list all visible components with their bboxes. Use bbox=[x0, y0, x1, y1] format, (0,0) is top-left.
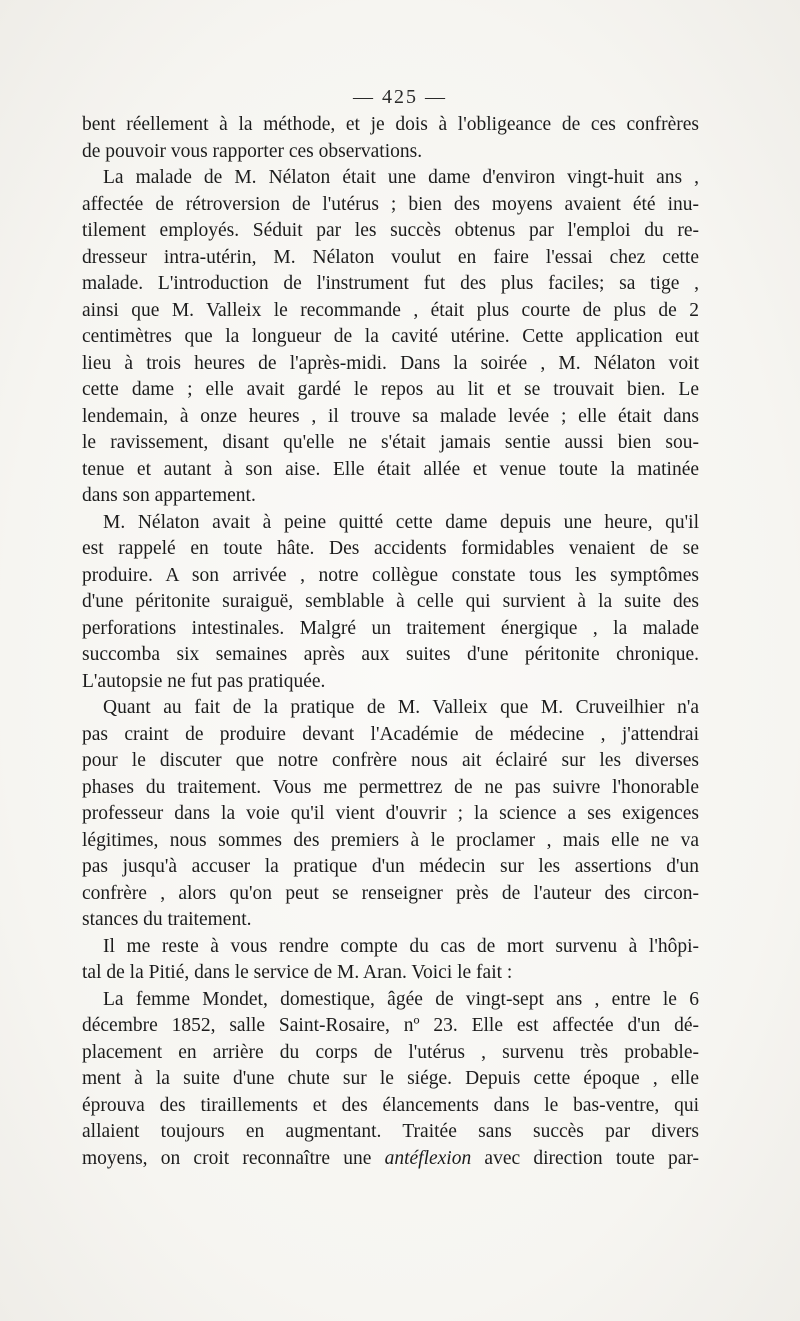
text-line: confrère , alors qu'on peut se renseigner près de l'auteur des circon- bbox=[82, 882, 699, 904]
text-line: tilement employés. Séduit par les succès obtenus par l'emploi du re- bbox=[82, 220, 699, 241]
text-line: pas jusqu'à accuser la pratique d'un médecin sur les assertions d'un bbox=[82, 856, 699, 877]
text-line: L'autopsie ne fut pas pratiquée. bbox=[82, 670, 326, 692]
text-line: de pouvoir vous rapporter ces observations. bbox=[82, 140, 423, 162]
text-line: Quant au fait de la pratique de M. Valleix que M. Cruveilhier n'a bbox=[103, 697, 699, 718]
text-line: cette dame ; elle avait gardé le repos au lit et se trouvait bien. Le bbox=[82, 379, 699, 400]
text-line: bent réellement à la méthode, et je dois à l'obligeance de ces confrères bbox=[82, 114, 699, 135]
text-line: lendemain, à onze heures , il trouve sa malade levée ; elle était dans bbox=[82, 405, 699, 427]
text-line: placement en arrière du corps de l'utérus , survenu très probable- bbox=[82, 1041, 699, 1063]
text-line: professeur dans la voie qu'il vient d'ouvrir ; la science a ses exigences bbox=[82, 803, 699, 824]
text-line: malade. L'introduction de l'instrument fut des plus faciles; sa tige , bbox=[82, 273, 699, 294]
text-line: lieu à trois heures de l'après-midi. Dans la soirée , M. Nélaton voit bbox=[82, 352, 699, 374]
text-fragment: avec direction toute par- bbox=[471, 1147, 699, 1169]
italic-term: antéflexion bbox=[384, 1147, 472, 1169]
text-line: affectée de rétroversion de l'utérus ; bien des moyens avaient été inu- bbox=[82, 193, 699, 215]
text-line: phases du traitement. Vous me permettrez de ne pas suivre l'honorable bbox=[82, 776, 699, 798]
text-line: pour le discuter que notre confrère nous ait éclairé sur les diverses bbox=[82, 750, 699, 771]
text-line: ainsi que M. Valleix le recommande , était plus courte de plus de 2 bbox=[82, 299, 699, 321]
text-line: La malade de M. Nélaton était une dame d'environ vingt-huit ans , bbox=[103, 167, 699, 188]
text-line: tal de la Pitié, dans le service de M. Aran. Voici le fait : bbox=[82, 962, 513, 983]
page-number: — 425 — bbox=[353, 86, 447, 108]
text-line: est rappelé en toute hâte. Des accidents formidables venaient de se bbox=[82, 538, 699, 559]
text-line: stances du traitement. bbox=[82, 909, 252, 930]
text-line: Il me reste à vous rendre compte du cas de mort survenu à l'hôpi- bbox=[103, 935, 699, 957]
text-line: dresseur intra-utérin, M. Nélaton voulut en faire l'essai chez cette bbox=[82, 246, 699, 268]
text-line: allaient toujours en augmentant. Traitée sans succès par divers bbox=[82, 1121, 699, 1142]
text-line: M. Nélaton avait à peine quitté cette dame depuis une heure, qu'il bbox=[103, 511, 699, 533]
text-line: éprouva des tiraillements et des élancements dans le bas-ventre, qui bbox=[82, 1094, 699, 1116]
text-line: produire. A son arrivée , notre collègue constate tous les symptômes bbox=[82, 564, 699, 586]
text-line: dans son appartement. bbox=[82, 485, 256, 506]
text-line: centimètres que la longueur de la cavité utérine. Cette application eut bbox=[82, 326, 699, 347]
text-line: La femme Mondet, domestique, âgée de vingt-sept ans , entre le 6 bbox=[103, 988, 699, 1010]
text-fragment: moyens, on croit reconnaître une bbox=[82, 1147, 385, 1169]
text-line: tenue et autant à son aise. Elle était allée et venue toute la matinée bbox=[82, 458, 699, 480]
text-line: le ravissement, disant qu'elle ne s'était jamais sentie aussi bien sou- bbox=[82, 432, 699, 453]
text-line bbox=[82, 1146, 699, 1173]
text-line: d'une péritonite suraiguë, semblable à celle qui survient à la suite des bbox=[82, 591, 699, 612]
text-line: légitimes, nous sommes des premiers à le proclamer , mais elle ne va bbox=[82, 829, 699, 851]
text-line: pas craint de produire devant l'Académie de médecine , j'attendrai bbox=[82, 723, 699, 745]
text-line: perforations intestinales. Malgré un traitement énergique , la malade bbox=[82, 617, 699, 639]
text-line: ment à la suite d'une chute sur le siége. Depuis cette époque , elle bbox=[82, 1068, 699, 1089]
body-text bbox=[82, 112, 699, 1172]
text-line: décembre 1852, salle Saint-Rosaire, nº 23. Elle est affectée d'un dé- bbox=[82, 1015, 699, 1036]
text-line: succomba six semaines après aux suites d'une péritonite chronique. bbox=[82, 644, 699, 665]
